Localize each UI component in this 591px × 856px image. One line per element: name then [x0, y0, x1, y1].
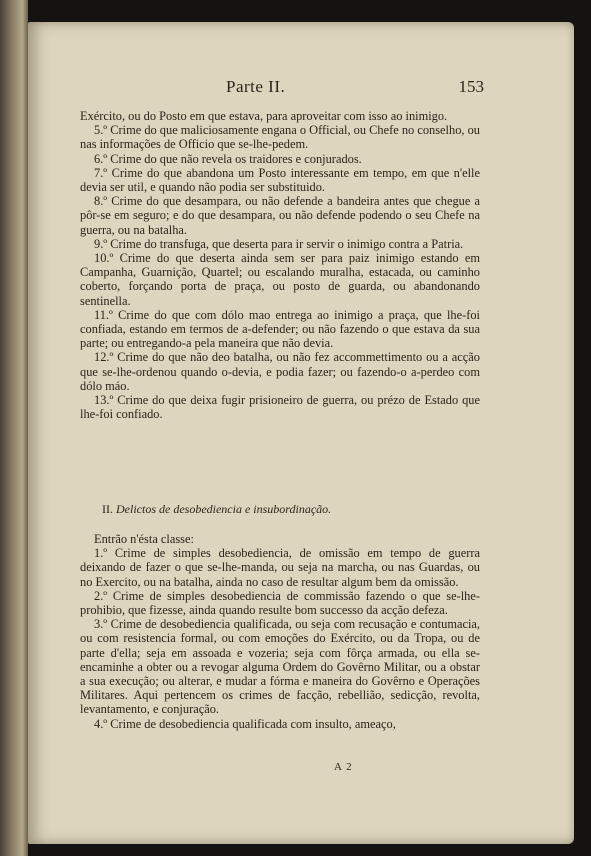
paragraph: Entrão n'ésta classe:	[94, 532, 194, 546]
section-heading	[80, 502, 480, 516]
left-page-edge	[0, 0, 28, 856]
paragraph: 7.º Crime do que abandona um Posto interessante em tempo, em que n'elle devia ser util, e quando não podia ser substituido.	[80, 165, 480, 195]
paragraph: 2.º Crime de simples desobediencia de commissão fazendo o que se-lhe-prohibio, que fizesse, ainda quando resulte bom successo da acção defeza.	[80, 588, 480, 618]
paragraph: 12.º Crime do que não deo batalha, ou não fez accommettimento ou a acção que se-lhe-ordenou quando o-devia, e podia fazer; ou fazendo-o a-perdeo com dólo máo.	[80, 350, 480, 393]
paragraph: 8.º Crime do que desampara, ou não defende a bandeira antes que chegue a pôr-se em seguro; e do que desampara, ou não defende podendo o seu Chefe na guerra, ou na batalha.	[80, 194, 480, 237]
header-title: Parte II.	[226, 77, 286, 96]
section-title: Delictos de desobediencia e insubordinação.	[116, 502, 332, 516]
text-block-1	[80, 109, 480, 421]
text-block-2	[80, 532, 480, 731]
page-number: 153	[458, 77, 484, 96]
running-header	[80, 77, 484, 100]
paragraph: 13.º Crime do que deixa fugir prisioneiro de guerra, ou prézo de Estado que lhe-foi confiado.	[80, 393, 480, 422]
paragraph: 10.º Crime do que deserta ainda sem ser para paiz inimigo estando em Campanha, Guarnição, Quartel; ou escalando muralha, estacada, ou caminho coberto, forçando porta de praça, ou posto de guarda, ou abandonando sentinella.	[80, 251, 480, 308]
book-page	[28, 22, 574, 844]
paragraph: 5.º Crime do que maliciosamente engana o Official, ou Chefe no conselho, ou nas informações de Officio que se-lhe-pedem.	[80, 123, 480, 152]
paragraph: 11.º Crime do que com dólo mao entrega ao inimigo a praça, que lhe-foi confiada, estando em termos de a-defender; ou não fazendo o que estava da sua parte; ou entregando-a pela maneira que não devia.	[80, 307, 480, 351]
paragraph: 9.º Crime do transfuga, que deserta para ir servir o inimigo contra a Patria.	[94, 236, 464, 251]
paragraph: 4.º Crime de desobediencia qualificada com insulto, ameaço,	[94, 716, 396, 731]
paragraph: 1.º Crime de simples desobediencia, de omissão em tempo de guerra deixando de fazer o que se-lhe-manda, ou seja na marcha, ou nas Guardas, ou no Exercito, ou na batalha, ainda no caso de resultar algum bem da omissão.	[80, 546, 480, 589]
section-number: II.	[102, 502, 113, 516]
paragraph: 6.º Crime do que não revela os traidores e conjurados.	[94, 151, 362, 166]
signature-mark: A 2	[334, 761, 353, 773]
paragraph: 3.º Crime de desobediencia qualificada, ou seja com recusação e contumacia, ou com resistencia formal, ou com emoções do Exército, ou da Tropa, ou de parte d'ella; seja em assoada e vozeria; seja com fôrça armada, ou ella se-encaminhe a obter ou a revogar alguma Ordem do Govêrno Militar, ou a obstar a sua execução; ou alterar, e mudar a fórma e maneira do Govêrno e Operações Militares. Aqui pertencem os crimes de facção, rebellião, sedicção, revolta, levantamento, e conjuração.	[80, 617, 480, 717]
paragraph: Exército, ou do Posto em que estava, para aproveitar com isso ao inimigo.	[80, 109, 448, 123]
